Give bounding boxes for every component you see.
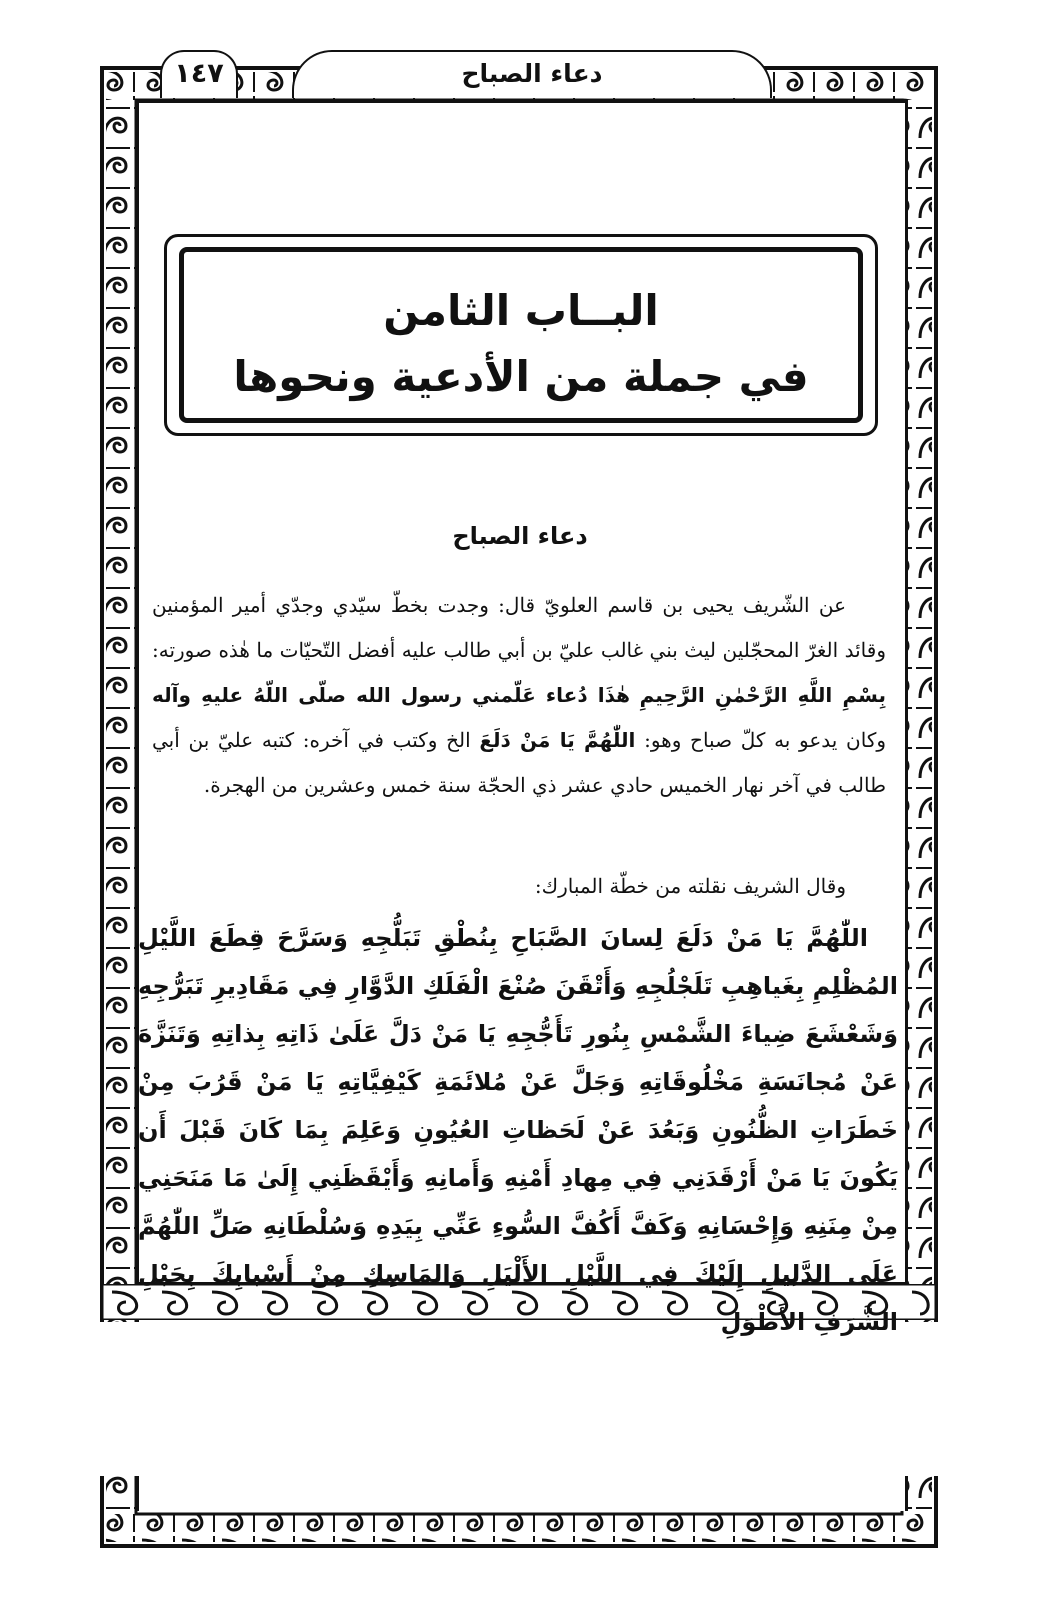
running-header-title: دعاء الصباح [461, 59, 603, 88]
intro-lead: عن الشّريف يحيى بن قاسم العلويّ قال: وجدت بخطّ سيّدي وجدّي أمير المؤمنين وقائد الغرّ المحجّلين ليث بني غالب عليّ بن أبي طالب عليه أفضل التّحيّات ما هٰذه صورته: [152, 593, 886, 662]
prayer-text-block [138, 914, 898, 1346]
chapter-title-box [164, 234, 878, 436]
after-basmala: هٰذَا دُعاء عَلّمني رسول الله صلّى اللّهُ عليهِ وآله [152, 683, 631, 707]
chapter-number: البــاب الثامن [383, 286, 659, 335]
intro-continuation: وكان يدعو به كلّ صباح وهو: [644, 728, 886, 752]
intro-paragraph [152, 583, 886, 808]
basmala: بِسْمِ اللَّهِ الرَّحْمٰنِ الرَّحِيمِ [639, 683, 886, 707]
prayer-text: اللّٰهُمَّ يَا مَنْ دَلَعَ لِسانَ الصَّبَاحِ بِنُطْقِ تَبَلُّجِهِ وَسَرَّحَ قِطَعَ اللَّيْلِ المُظْلِمِ بِغَياهِبِ تَلَجْلُجِهِ وَأَتْقَنَ صُنْعَ الْفَلَكِ الدَّوَّارِ فِي مَقَادِيرِ تَبَرُّجِهِ وَشَعْشَعَ ضِياءَ الشَّمْسِ بِنُورِ تَأَجُّجِهِ يَا مَنْ دَلَّ عَلَىٰ ذَاتِهِ بِذاتِهِ وَتَنَزَّهَ عَنْ مُجانَسَةِ مَخْلُوقَاتِهِ وَجَلَّ عَنْ مُلائَمَةِ كَيْفِيَّاتِهِ يَا مَنْ قَرُبَ مِنْ خَطَرَاتِ الظُّنُونِ وَبَعُدَ عَنْ لَحَظاتِ العُيُونِ وَعَلِمَ بِمَا كَانَ قَبْلَ أَن يَكُونَ يَا مَنْ أَرْقَدَنِي فِي مِهادِ أَمْنِهِ وَأَمانِهِ وَأَيْقَظَنِي إِلَىٰ مَا مَنَحَنِي مِنْ مِنَنِهِ وَإِحْسَانِهِ وَكَفَّ أَكُفَّ السُّوءِ عَنِّي بِيَدِهِ وَسُلْطَانِهِ صَلِّ اللّٰهُمَّ عَلَى الدَّلِيلِ إِلَيْكَ فِي اللَّيْلِ الأَلْيَلِ وَالمَاسِكِ مِنْ أَسْبابِكَ بِحَبْلِ الشَّرَفِ الأَطْوَلِ [138, 924, 898, 1336]
intro-tail: الخ وكتب في آخره: كتبه عليّ بن أبي طالب في آخر نهار الخميس حادي عشر ذي الحجّة سنة خمس وعشرين من الهجرة. [152, 728, 886, 797]
chapter-subtitle: في جملة من الأدعية ونحوها [233, 352, 809, 401]
section-heading: دعاء الصباح [452, 522, 588, 550]
chapter-title-inner-frame [179, 247, 863, 423]
prayer-opening: اللّٰهُمَّ يَا مَنْ دَلَعَ [479, 728, 636, 752]
running-header [292, 50, 772, 98]
source-note: وقال الشريف نقلته من خطّة المبارك: [534, 874, 846, 898]
page-number: ١٤٧ [160, 50, 238, 98]
intro-text [152, 583, 886, 808]
